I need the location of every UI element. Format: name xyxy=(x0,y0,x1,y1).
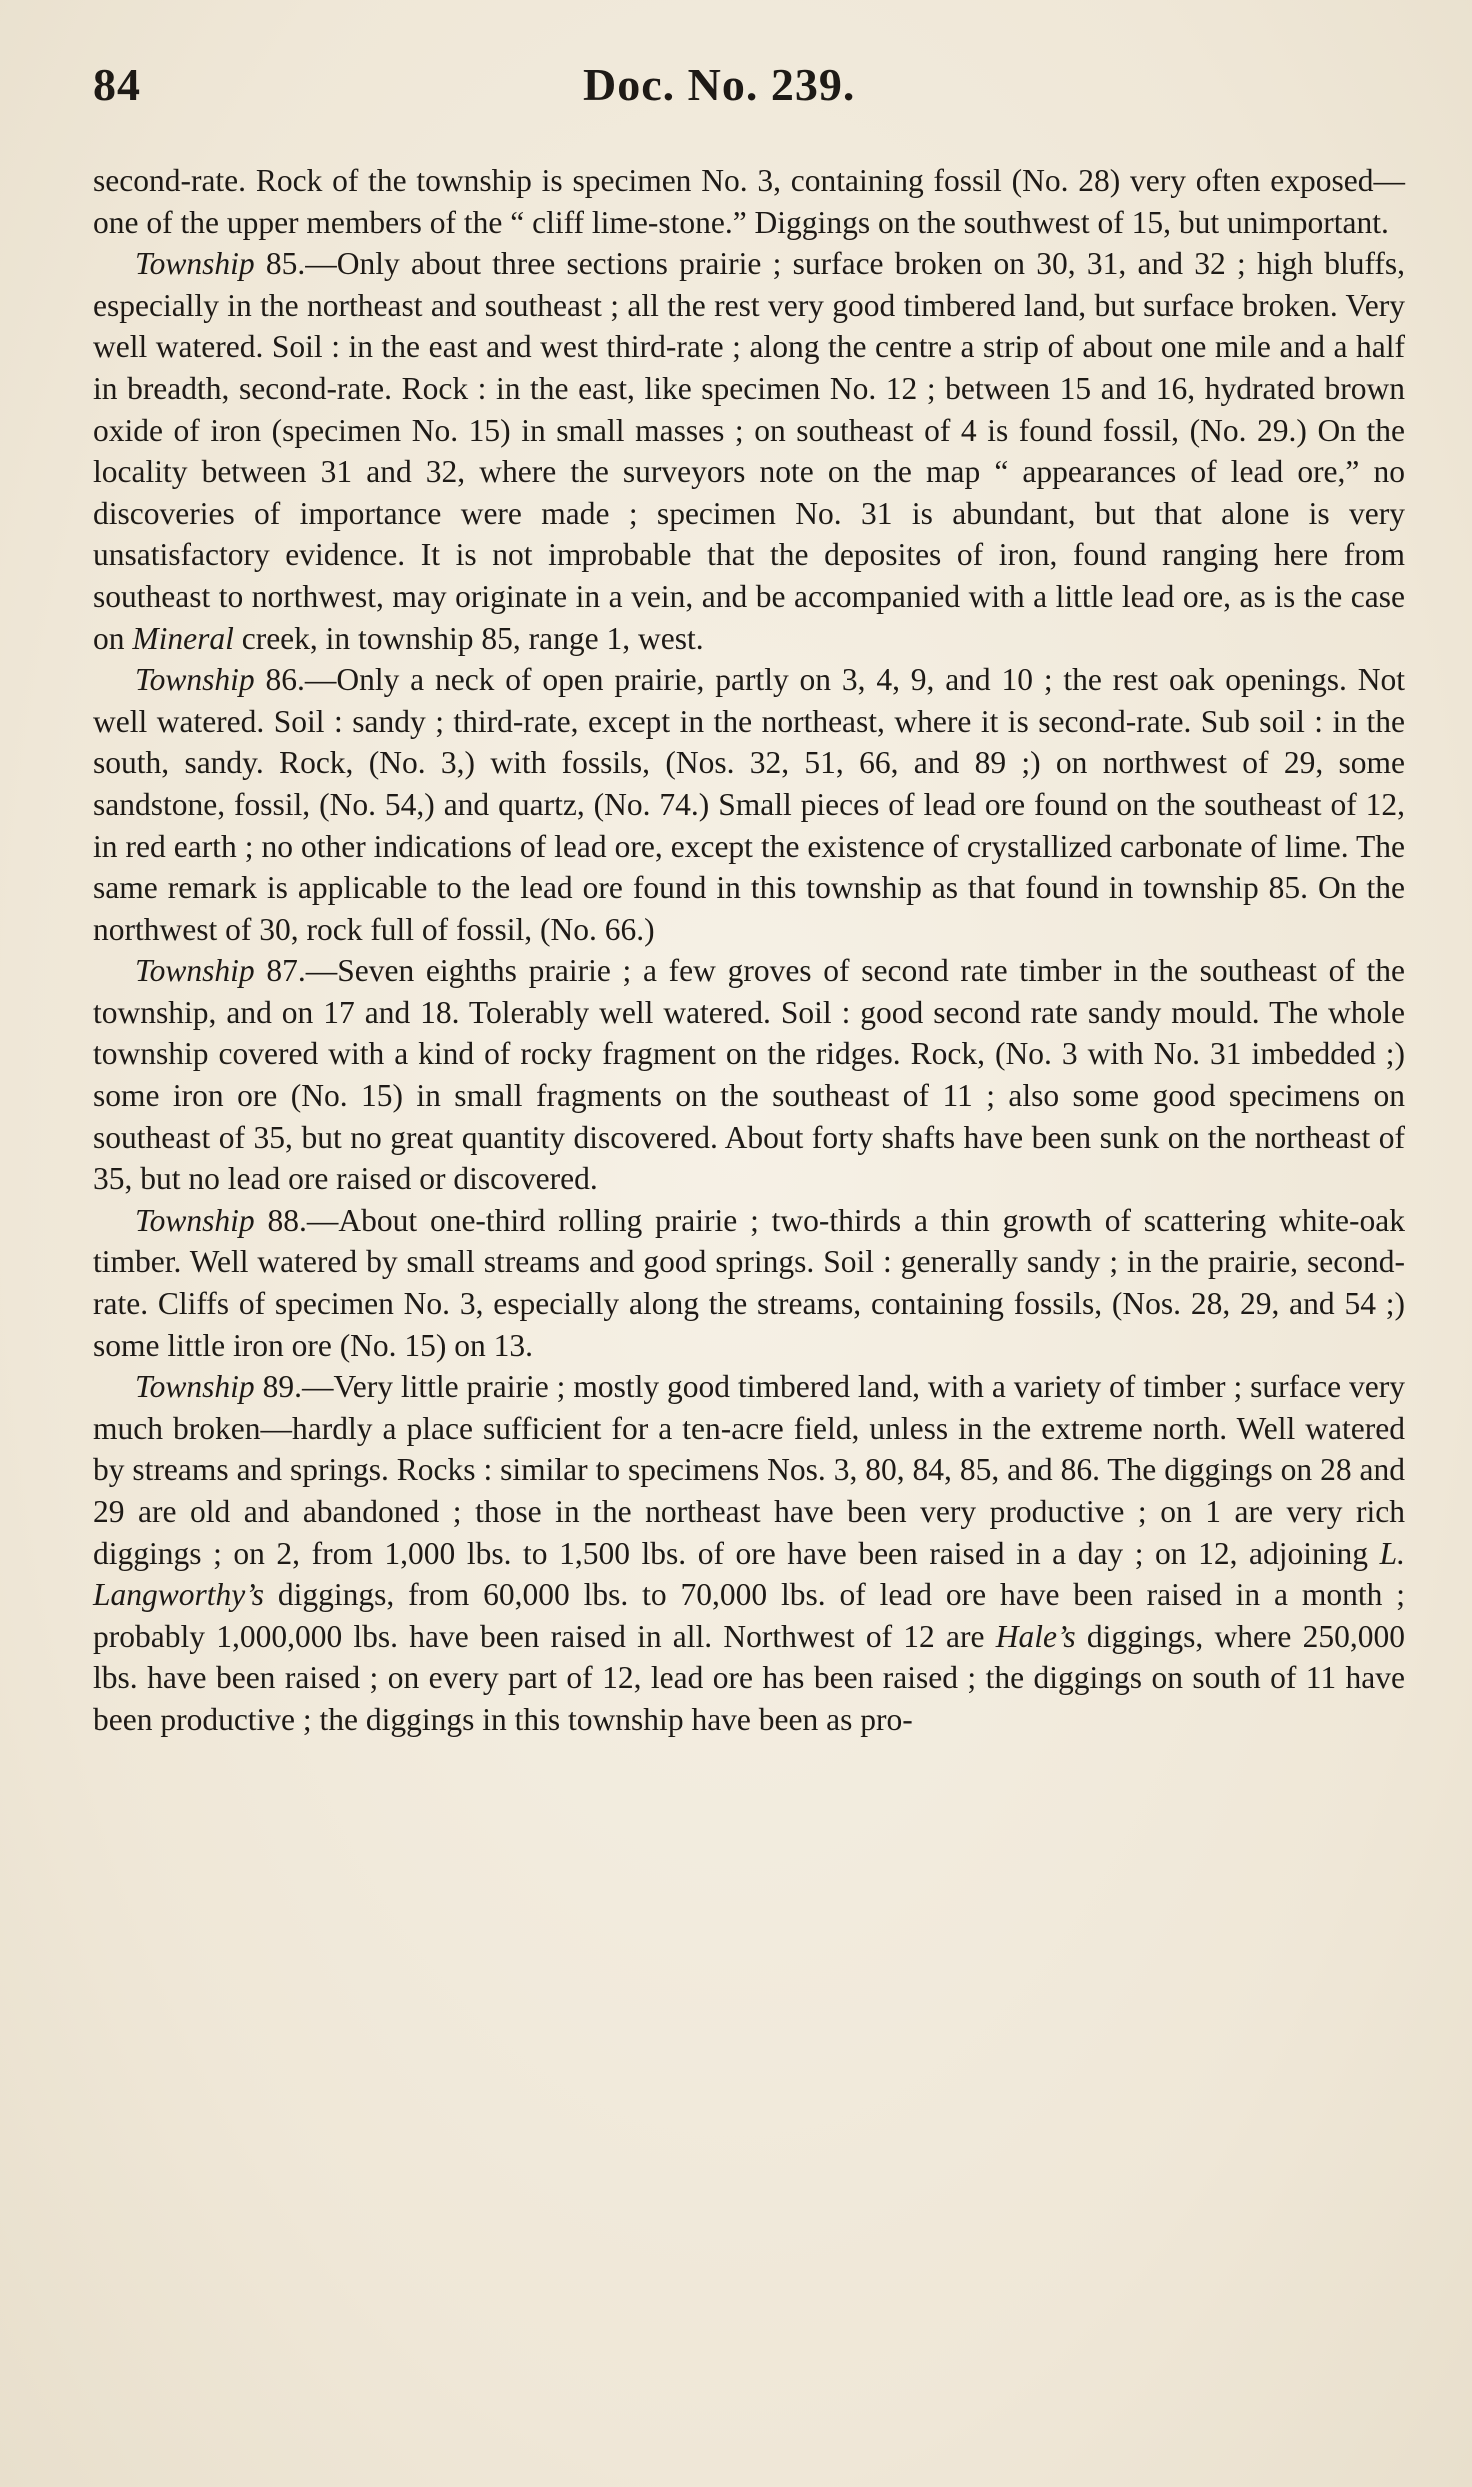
paragraph-continuation xyxy=(93,160,1405,243)
paragraph-lead: Township xyxy=(135,662,255,698)
paragraph-italic: L. Langworthy’s xyxy=(93,1535,1405,1613)
running-head: Doc. No. 239. xyxy=(583,59,856,110)
paragraph-text: second-rate. Rock of the township is specimen No. 3, containing fossil (No. 28) very often exposed—one of the upper members of the “ cliff lime-stone.” Diggings on the southwest of 15, but unimportant. xyxy=(93,163,1405,240)
page-header xyxy=(93,58,1393,128)
paragraph-tail: diggings, from 60,000 lbs. to 70,000 lbs. of lead ore have been raised in a month ; probably 1,000,000 lbs. have been raised in all. Northwest of 12 are xyxy=(93,1577,1405,1654)
paragraph-italic: Mineral xyxy=(132,620,234,656)
paragraph-tail-2: diggings, where 250,000 lbs. have been raised ; on every part of 12, lead ore has been raised ; the diggings on south of 11 have been productive ; the diggings in this township have been as pro- xyxy=(93,1618,1406,1737)
paragraph-township-87 xyxy=(93,950,1405,1200)
paragraph-lead: Township xyxy=(135,1202,255,1238)
body-text xyxy=(93,160,1405,1741)
paragraph-tail: creek, in township 85, range 1, west. xyxy=(233,620,704,656)
paragraph-text: 86.—Only a neck of open prairie, partly on 3, 4, 9, and 10 ; the rest oak openings. Not well watered. Soil : sandy ; third-rate, except in the northeast, where it is second-rate. Sub soil : in the south, sandy. Rock, (No. 3,) with fossils, (Nos. 32, 51, 66, and 89 ;) on northwest of 29, some sandstone, fossil, (No. 54,) and quartz, (No. 74.) Small pieces of lead ore found on the southeast of 12, in red earth ; no other indications of lead ore, except the existence of crystallized carbonate of lime. The same remark is applicable to the lead ore found in this township as that found in township 85. On the northwest of 30, rock full of fossil, (No. 66.) xyxy=(93,662,1405,947)
paragraph-lead: Township xyxy=(135,953,255,989)
page-number: 84 xyxy=(93,59,141,110)
paragraph-text: 85.—Only about three sections prairie ; surface broken on 30, 31, and 32 ; high bluffs, especially in the northeast and southeast ; all the rest very good timbered land, but surface broken. Very well watered. Soil : in the east and west third-rate ; along the centre a strip of about one mile and a half in breadth, second-rate. Rock : in the east, like specimen No. 12 ; between 15 and 16, hydrated brown oxide of iron (specimen No. 15) in small masses ; on southeast of 4 is found fossil, (No. 29.) On the locality between 31 and 32, where the surveyors note on the map “ appearances of lead ore,” no discoveries of importance were made ; specimen No. 31 is abundant, but that alone is very unsatisfactory evidence. It is not improbable that the deposites of iron, found ranging here from southeast to northwest, may originate in a vein, and be accompanied with a little lead ore, as is the case on xyxy=(93,246,1405,656)
paragraph-text: 88.—About one-third rolling prairie ; two-thirds a thin growth of scattering white-oak timber. Well watered by small streams and good springs. Soil : generally sandy ; in the prairie, second-rate. Cliffs of specimen No. 3, especially along the streams, containing fossils, (Nos. 28, 29, and 54 ;) some little iron ore (No. 15) on 13. xyxy=(93,1202,1405,1363)
paragraph-township-86 xyxy=(93,659,1405,950)
paragraph-township-89 xyxy=(93,1366,1405,1740)
paragraph-text: 87.—Seven eighths prairie ; a few groves of second rate timber in the southeast of the township, and on 17 and 18. Tolerably well watered. Soil : good second rate sandy mould. The whole township covered with a kind of rocky fragment on the ridges. Rock, (No. 3 with No. 31 imbedded ;) some iron ore (No. 15) in small fragments on the southeast of 11 ; also some good specimens on southeast of 35, but no great quantity discovered. About forty shafts have been sunk on the northeast of 35, but no lead ore raised or discovered. xyxy=(93,953,1405,1197)
paragraph-lead: Township xyxy=(135,246,255,282)
paragraph-italic-2: Hale’s xyxy=(995,1618,1076,1654)
paragraph-township-85 xyxy=(93,243,1405,659)
paragraph-lead: Township xyxy=(135,1369,255,1405)
paragraph-township-88 xyxy=(93,1200,1405,1366)
paragraph-text: 89.—Very little prairie ; mostly good timbered land, with a variety of timber ; surface very much broken—hardly a place sufficient for a ten-acre field, unless in the extreme north. Well watered by streams and springs. Rocks : similar to specimens Nos. 3, 80, 84, 85, and 86. The diggings on 28 and 29 are old and abandoned ; those in the northeast have been very productive ; on 1 are very rich diggings ; on 2, from 1,000 lbs. to 1,500 lbs. of ore have been raised in a day ; on 12, adjoining xyxy=(93,1369,1405,1571)
